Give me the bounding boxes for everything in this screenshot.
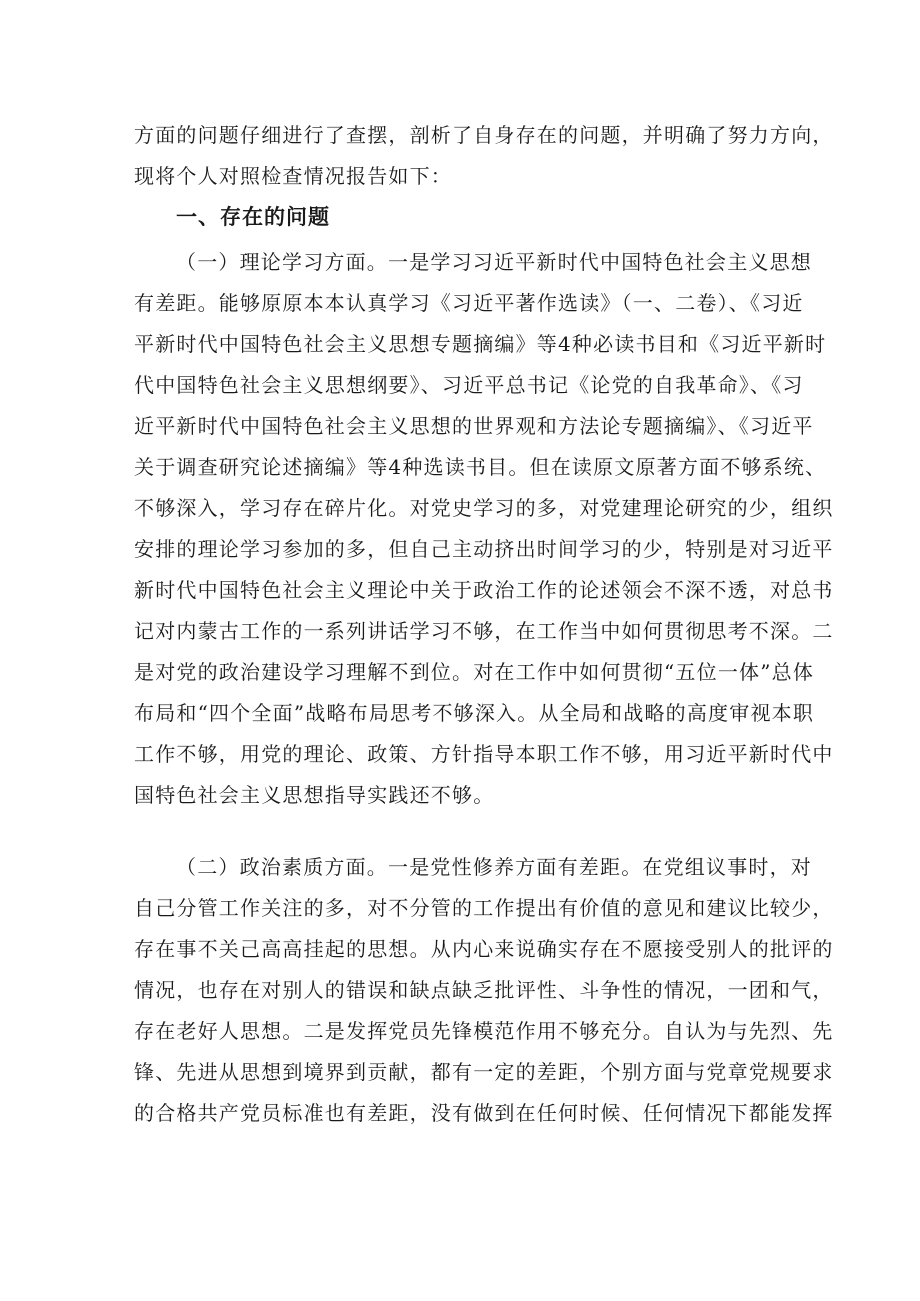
para1-line-12: 布局和“四个全面”战略布局思考不够深入。从全局和战略的高度审视本职 (134, 701, 815, 725)
intro-line-2: 现将个人对照检查情况报告如下： (134, 164, 452, 188)
para1-line-9: 新时代中国特色社会主义理论中关于政治工作的论述领会不深不透，对总书 (134, 578, 834, 602)
para2-line-1: （二）政治素质方面。一是党性修养方面有差距。在党组议事时，对 (176, 855, 812, 879)
para1-line-13: 工作不够，用党的理论、政策、方针指导本职工作不够，用习近平新时代中 (134, 742, 834, 766)
para2-line-2: 自己分管工作关注的多，对不分管的工作提出有价值的意见和建议比较少， (134, 896, 834, 920)
para2-line-7: 的合格共产党员标准也有差距，没有做到在任何时候、任何情况下都能发挥 (134, 1101, 834, 1125)
para1-line-1: （一）理论学习方面。一是学习习近平新时代中国特色社会主义思想 (176, 250, 812, 274)
para1-line-7: 不够深入，学习存在碎片化。对党史学习的多，对党建理论研究的少，组织 (134, 496, 834, 520)
para1-line-10: 记对内蒙古工作的一系列讲话学习不够，在工作当中如何贯彻思考不深。二 (134, 619, 834, 643)
para1-line-4: 代中国特色社会主义思想纲要》、习近平总书记《论党的自我革命》、《习 (134, 373, 804, 397)
para1-line-3: 平新时代中国特色社会主义思想专题摘编》等4种必读书目和《习近平新时 (134, 332, 827, 356)
para1-line-8: 安排的理论学习参加的多，但自己主动挤出时间学习的少，特别是对习近平 (134, 537, 834, 561)
para1-line-2: 有差距。能够原原本本认真学习《习近平著作选读》（一、二卷）、《习近 (134, 291, 804, 315)
para1-line-11: 是对党的政治建设学习理解不到位。对在工作中如何贯彻“五位一体”总体 (134, 660, 815, 684)
para1-line-14: 国特色社会主义思想指导实践还不够。 (134, 783, 495, 807)
para2-line-5: 存在老好人思想。二是发挥党员先锋模范作用不够充分。自认为与先烈、先 (134, 1019, 834, 1043)
para1-line-6: 关于调查研究论述摘编》等4种选读书目。但在读原文原著方面不够系统、 (134, 455, 827, 479)
intro-line-1: 方面的问题仔细进行了查摆，剖析了自身存在的问题，并明确了努力方向， (134, 123, 834, 147)
para2-line-6: 锋、先进从思想到境界到贡献，都有一定的差距，个别方面与党章党规要求 (134, 1060, 834, 1084)
para1-line-5: 近平新时代中国特色社会主义思想的世界观和方法论专题摘编》、《习近平 (134, 414, 814, 438)
section-heading: 一、存在的问题 (176, 205, 330, 229)
para2-line-4: 情况，也存在对别人的错误和缺点缺乏批评性、斗争性的情况，一团和气， (134, 978, 834, 1002)
para2-line-3: 存在事不关己高高挂起的思想。从内心来说确实存在不愿接受别人的批评的 (134, 937, 834, 961)
